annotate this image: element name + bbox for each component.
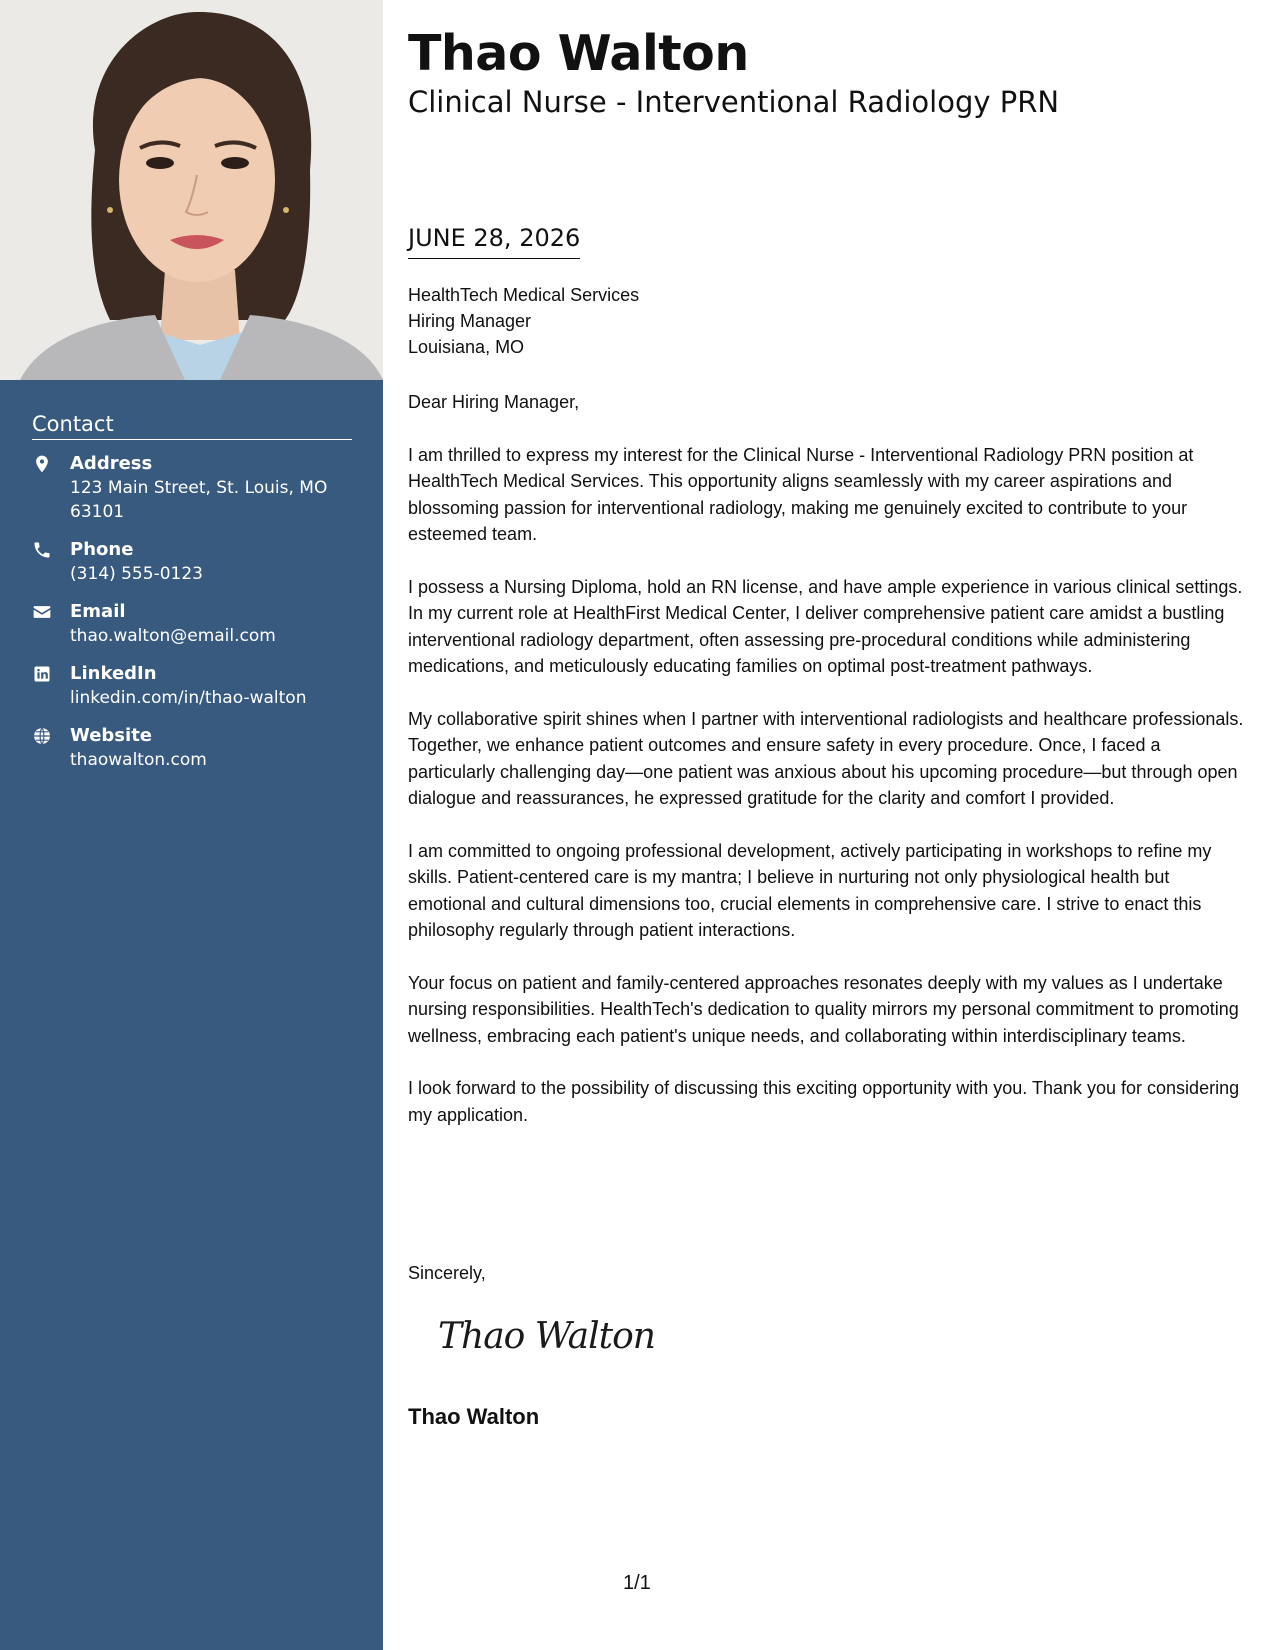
phone-value: (314) 555-0123 — [70, 564, 203, 584]
recipient-company: HealthTech Medical Services — [408, 285, 640, 305]
linkedin-link[interactable]: linkedin.com/in/thao-walton — [70, 688, 307, 708]
address-value: 123 Main Street, St. Louis, MO 63101 — [70, 478, 328, 522]
contact-label: LinkedIn — [70, 663, 157, 684]
contact-label: Email — [70, 601, 126, 622]
applicant-name: Thao Walton — [408, 25, 749, 82]
letter-date: JUNE 28, 2026 — [408, 222, 580, 259]
signed-name: Thao Walton — [408, 1404, 540, 1429]
contact-address — [32, 452, 352, 524]
envelope-icon — [32, 600, 70, 622]
contact-phone — [32, 538, 352, 586]
letter-body — [408, 389, 1250, 1154]
email-link[interactable]: thao.walton@email.com — [70, 626, 276, 646]
contact-label: Website — [70, 725, 153, 746]
handwritten-signature: Thao Walton — [438, 1316, 655, 1357]
contact-website — [32, 724, 352, 772]
contact-heading: Contact — [32, 412, 352, 440]
body-paragraph: My collaborative spirit shines when I partner with interventional radiologists and healthcare professionals. Together, we enhance patient outcomes and ensure safety in every procedure. Once, I faced a particularly challenging day—one patient was anxious about his upcoming procedure—but through open dialogue and reassurances, he expressed gratitude for the clarity and comfort I provided. — [408, 708, 1244, 808]
globe-icon — [32, 724, 70, 746]
website-link[interactable]: thaowalton.com — [70, 750, 207, 770]
linkedin-icon — [32, 662, 70, 684]
job-title: Clinical Nurse - Interventional Radiology PRN — [408, 85, 1060, 119]
body-paragraph: Your focus on patient and family-centered approaches resonates deeply with my values as I undertake nursing responsibilities. HealthTech's dedication to quality mirrors my personal commitment to promoting wellness, embracing each patient's unique needs, and collaborating within interdisciplinary teams. — [408, 972, 1239, 1046]
recipient-block — [408, 282, 639, 360]
profile-photo — [0, 0, 383, 380]
contact-email — [32, 600, 352, 648]
contact-linkedin-text — [70, 662, 306, 710]
body-paragraph: I look forward to the possibility of discussing this exciting opportunity with you. Thank you for considering my application. — [408, 1078, 1240, 1125]
contact-linkedin — [32, 662, 352, 710]
closing: Sincerely, — [408, 1263, 486, 1283]
contact-phone-text — [70, 538, 203, 586]
map-pin-icon — [32, 452, 70, 474]
body-paragraph: I possess a Nursing Diploma, hold an RN license, and have ample experience in various clinical settings. In my current role at HealthFirst Medical Center, I deliver comprehensive patient care amidst a bustling interventional radiology department, often assessing pre-procedural conditions while administering medications, and meticulously educating families on optimal post-treatment pathways. — [408, 576, 1243, 676]
recipient-role: Hiring Manager — [408, 311, 532, 331]
recipient-location: Louisiana, MO — [408, 337, 525, 357]
contact-section — [32, 412, 352, 786]
greeting: Dear Hiring Manager, — [408, 392, 580, 412]
body-paragraph: I am thrilled to express my interest for the Clinical Nurse - Interventional Radiology PRN position at HealthTech Medical Services. This opportunity aligns seamlessly with my career aspirations and blossoming passion for interventional radiology, making me genuinely excited to contribute to your esteemed team. — [408, 444, 1194, 544]
contact-label: Phone — [70, 539, 134, 560]
phone-icon — [32, 538, 70, 560]
contact-list — [32, 452, 352, 772]
contact-website-text — [70, 724, 207, 772]
contact-label: Address — [70, 453, 153, 474]
body-paragraph: I am committed to ongoing professional development, actively participating in workshops to refine my skills. Patient-centered care is my mantra; I believe in nurturing not only physiological health but emotional and cultural dimensions too, crucial elements in comprehensive care. I strive to enact this philosophy regularly through patient interactions. — [408, 840, 1212, 940]
contact-address-text — [70, 452, 352, 524]
contact-email-text — [70, 600, 276, 648]
page-number: 1/1 — [623, 1572, 651, 1594]
sidebar — [0, 0, 383, 1650]
